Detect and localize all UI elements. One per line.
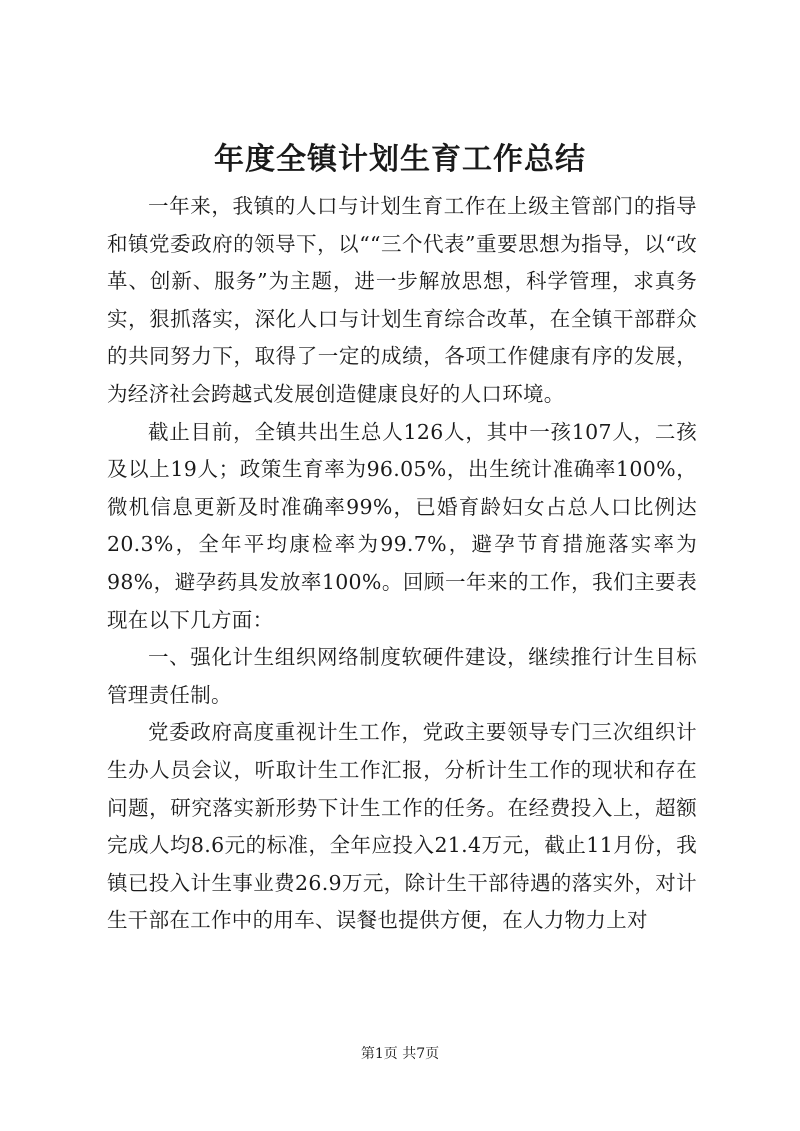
section-heading-1: 一、强化计生组织网络制度软硬件建设，继续推行计生目标管理责任制。 <box>107 645 697 707</box>
document-title: 年度全镇计划生育工作总结 <box>214 142 586 177</box>
page-number: 第1页 共7页 <box>360 1046 440 1062</box>
paragraph-section-1: 党委政府高度重视计生工作，党政主要领导专门三次组织计生办人员会议，听取计生工作汇报，分析计生工作的现状和存在问题，研究落实新形势下计生工作的任务。在经费投入上，超额完成人均8.6元的标准，全年应投入21.4万元，截止11月份，我镇已投入计生事业费26.9万元，除计生干部待遇的落实外，对计生干部在工作中的用车、误餐也提供方便，在人力物力上对 <box>107 720 697 933</box>
paragraph-intro: 一年来，我镇的人口与计划生育工作在上级主管部门的指导和镇党委政府的领导下，以““三个代表”重要思想为指导，以“改革、创新、服务”为主题，进一步解放思想，科学管理，求真务实，狠抓落实，深化人口与计划生育综合改革，在全镇干部群众的共同努力下，取得了一定的成绩，各项工作健康有序的发展，为经济社会跨越式发展创造健康良好的人口环境。 <box>107 194 697 406</box>
document-body <box>107 188 697 940</box>
paragraph-statistics: 截止目前，全镇共出生总人126人，其中一孩107人，二孩及以上19人；政策生育率为96.05%，出生统计准确率100%，微机信息更新及时准确率99%，已婚育龄妇女占总人口比例达20.3%，全年平均康检率为99.7%，避孕节育措施落实率为98%，避孕药具发放率100%。回顾一年来的工作，我们主要表现在以下几方面： <box>107 419 697 632</box>
